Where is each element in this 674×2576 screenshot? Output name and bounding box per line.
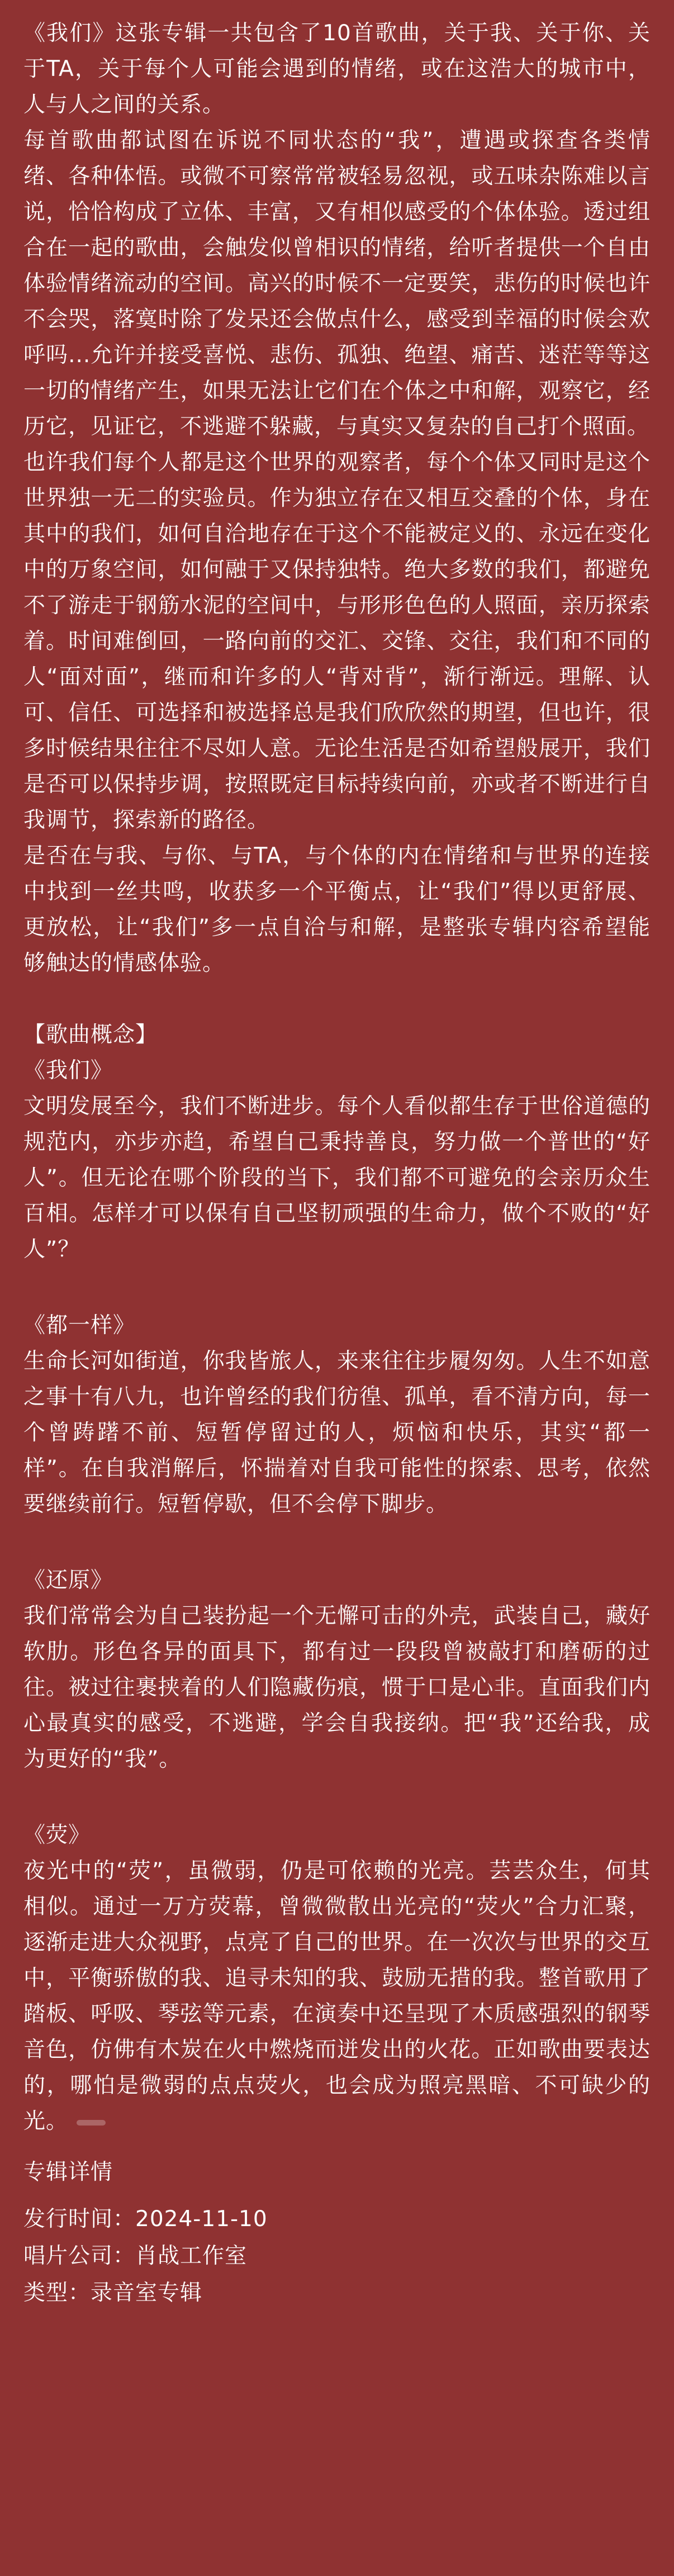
spacer	[23, 1777, 651, 1818]
spacer	[23, 1268, 651, 1308]
song-title: 《都一样》	[23, 1313, 136, 1338]
song-description: 生命长河如街道，你我皆旅人，来来往往步履匆匆。人生不如意之事十有八九，也许曾经的我们彷徨、孤单，看不清方向，每一个曾踌躇不前、短暂停留过的人，烦恼和快乐，其实“都一样”。在自我消解后，怀揣着对自我可能性的探索、思考，依然要继续前行。短暂停歇，但不会停下脚步。	[23, 1349, 651, 1517]
concept-heading: 【歌曲概念】	[23, 1022, 158, 1047]
intro-paragraph-2: 每首歌曲都试图在诉说不同状态的“我”，遭遇或探查各类情绪、各种体悟。或微不可察常常被轻易忽视，或五味杂陈难以言说，恰恰构成了立体、丰富，又有相似感受的个体体验。透过组合在一起的歌曲，会触发似曾相识的情绪，给听者提供一个自由体验情绪流动的空间。高兴的时候不一定要笑，悲伤的时候也许不会哭，落寞时除了发呆还会做点什么，感受到幸福的时候会欢呼吗...允许并接受喜悦、悲伤、孤独、绝望、痛苦、迷茫等等这一切的情绪产生，如果无法让它们在个体之中和解，观察它，经历它，见证它，不逃避不躲藏，与真实又复杂的自己打个照面。	[23, 128, 651, 439]
intro-paragraph-1: 《我们》这张专辑一共包含了10首歌曲，关于我、关于你、关于TA，关于每个人可能会遇到的情绪，或在这浩大的城市中，人与人之间的关系。	[23, 21, 651, 117]
watermark-icon	[76, 2117, 106, 2129]
album-details	[23, 2154, 651, 2312]
song-description: 文明发展至今，我们不断进步。每个人看似都生存于世俗道德的规范内，亦步亦趋，希望自己秉持善良，努力做一个普世的“好人”。但无论在哪个阶段的当下，我们都不可避免的会亲历众生百相。怎样才可以保有自己坚韧顽强的生命力，做个不败的“好人”？	[23, 1094, 651, 1262]
song-section-douyiyang	[23, 1308, 651, 1522]
details-heading: 专辑详情	[23, 2160, 113, 2185]
song-description-text: 夜光中的“荧”，虽微弱，仍是可依赖的光亮。芸芸众生，何其相似。通过一万方荧幕，曾微微散出光亮的“荧火”合力汇聚，逐渐走进大众视野，点亮了自己的世界。在一次次与世界的交互中，平衡骄傲的我、追寻未知的我、鼓励无措的我。整首歌用了踏板、呼吸、琴弦等元素，在演奏中还呈现了木质感强烈的钢琴音色，仿佛有木炭在火中燃烧而迸发出的火花。正如歌曲要表达的，哪怕是微弱的点点荧火，也会成为照亮黑暗、不可缺少的光。	[23, 1858, 651, 2134]
release-date: 发行时间：2024-11-10	[23, 2207, 268, 2232]
song-description	[23, 1853, 651, 2139]
spacer	[23, 981, 651, 1017]
intro-paragraph-3: 也许我们每个人都是这个世界的观察者，每个个体又同时是这个世界独一无二的实验员。作为独立存在又相互交叠的个体，身在其中的我们，如何自洽地存在于这个不能被定义的、永远在变化中的万象空间，如何融于又保持独特。绝大多数的我们，都避免不了游走于钢筋水泥的空间中，与形形色色的人照面，亲历探索着。时间难倒回，一路向前的交汇、交锋、交往，我们和不同的人“面对面”，继而和许多的人“背对背”，渐行渐远。理解、认可、信任、可选择和被选择总是我们欣欣然的期望，但也许，很多时候结果往往不尽如人意。无论生活是否如希望般展开，我们是否可以保持步调，按照既定目标持续向前，亦或者不断进行自我调节，探索新的路径。	[23, 450, 651, 833]
spacer	[23, 1522, 651, 1563]
album-type: 类型：录音室专辑	[23, 2280, 203, 2305]
song-title: 《还原》	[23, 1568, 113, 1593]
record-label: 唱片公司：肖战工作室	[23, 2243, 248, 2269]
song-title: 《我们》	[23, 1058, 113, 1083]
intro-paragraph-4: 是否在与我、与你、与TA，与个体的内在情绪和与世界的连接中找到一丝共鸣，收获多一个平衡点，让“我们”得以更舒展、更放松，让“我们”多一点自洽与和解，是整张专辑内容希望能够触达的情感体验。	[23, 843, 651, 976]
song-title: 《荧》	[23, 1823, 91, 1848]
song-section-ying	[23, 1818, 651, 2139]
song-section-huanyuan	[23, 1563, 651, 1777]
song-description: 我们常常会为自己装扮起一个无懈可击的外壳，武装自己，藏好软肋。形色各异的面具下，都有过一段段曾被敲打和磨砺的过往。被过往裹挟着的人们隐藏伤痕，惯于口是心非。直面我们内心最真实的感受，不逃避，学会自我接纳。把“我”还给我，成为更好的“我”。	[23, 1604, 651, 1772]
spacer	[23, 2191, 651, 2201]
song-section-women	[23, 1053, 651, 1268]
